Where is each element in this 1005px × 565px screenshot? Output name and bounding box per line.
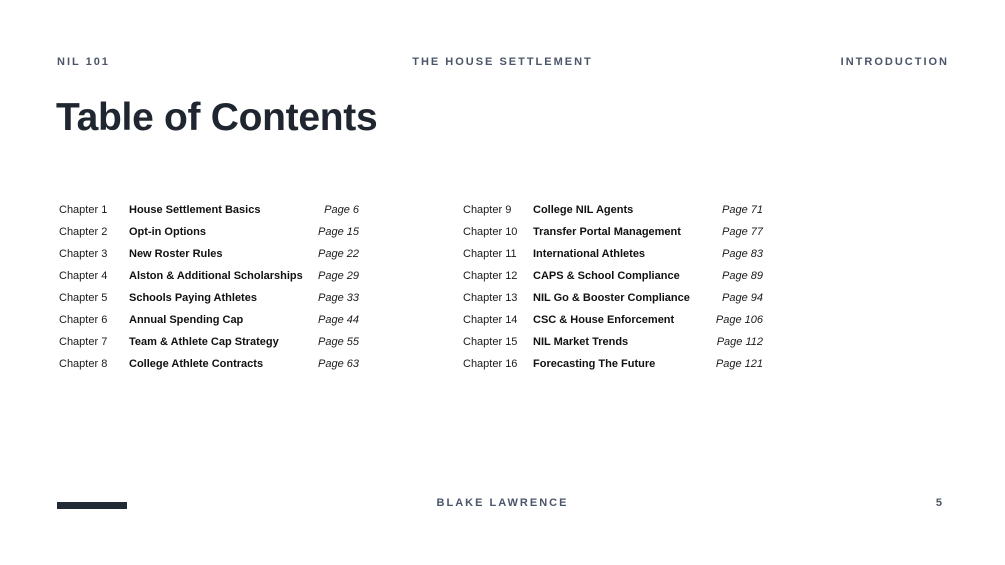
toc-page-number: Page 106	[715, 314, 763, 326]
toc-row	[59, 353, 359, 375]
toc-page-number: Page 29	[318, 270, 359, 282]
toc-chapter-title: CAPS & School Compliance	[533, 270, 680, 282]
toc-row	[463, 221, 763, 243]
toc-page-number: Page 89	[722, 270, 763, 282]
toc-chapter-number: Chapter 5	[59, 292, 108, 304]
header-book-title: NIL 101	[57, 56, 110, 68]
toc-chapter-title: Team & Athlete Cap Strategy	[129, 336, 279, 348]
toc-chapter-number: Chapter 13	[463, 292, 518, 304]
toc-chapter-title: International Athletes	[533, 248, 646, 260]
header-chapter-label: INTRODUCTION	[840, 56, 949, 68]
toc-chapter-title: NIL Market Trends	[533, 336, 629, 348]
toc-page-number: Page 33	[318, 292, 359, 304]
toc-page-number: Page 77	[722, 226, 763, 238]
toc-chapter-title: Transfer Portal Management	[533, 226, 681, 238]
toc-chapter-number: Chapter 15	[463, 336, 518, 348]
toc-chapter-number: Chapter 8	[59, 358, 108, 370]
toc-row	[59, 287, 359, 309]
footer-author: BLAKE LAWRENCE	[436, 497, 569, 509]
toc-page-number: Page 71	[722, 204, 763, 216]
toc-chapter-title: NIL Go & Booster Compliance	[533, 292, 690, 304]
toc-chapter-number: Chapter 11	[463, 248, 517, 260]
toc-chapter-title: CSC & House Enforcement	[533, 314, 675, 326]
toc-row	[59, 221, 359, 243]
toc-page-number: Page 44	[318, 314, 359, 326]
footer-page-number: 5	[935, 497, 942, 509]
toc-row	[463, 353, 763, 375]
toc-page-number: Page 22	[318, 248, 359, 260]
toc-page-number: Page 63	[318, 358, 359, 370]
toc-page-number: Page 112	[716, 336, 763, 348]
toc-chapter-number: Chapter 12	[463, 270, 518, 282]
toc-page-number: Page 6	[324, 204, 359, 216]
toc-chapter-number: Chapter 16	[463, 358, 518, 370]
toc-row	[59, 199, 359, 221]
toc-row	[59, 331, 359, 353]
toc-chapter-title: Forecasting The Future	[533, 358, 656, 370]
toc-chapter-title: New Roster Rules	[129, 248, 223, 260]
toc-chapter-number: Chapter 3	[59, 248, 108, 260]
toc-row	[59, 243, 359, 265]
toc-row	[463, 265, 763, 287]
toc-row	[463, 331, 763, 353]
toc-page-number: Page 83	[722, 248, 763, 260]
toc-chapter-number: Chapter 1	[59, 204, 108, 216]
toc-chapter-title: House Settlement Basics	[129, 204, 261, 216]
toc-chapter-title: Opt-in Options	[129, 226, 206, 238]
toc-chapter-title: Alston & Additional Scholarships	[129, 270, 303, 282]
header-section-title: THE HOUSE SETTLEMENT	[412, 56, 593, 68]
toc-chapter-number: Chapter 10	[463, 226, 518, 238]
toc-row	[463, 287, 763, 309]
toc-chapter-title: Annual Spending Cap	[129, 314, 244, 326]
toc-chapter-title: Schools Paying Athletes	[129, 292, 257, 304]
toc-page-number: Page 15	[318, 226, 359, 238]
toc-chapter-title: College Athlete Contracts	[129, 358, 264, 370]
toc-column-right	[463, 199, 763, 375]
toc-chapter-number: Chapter 4	[59, 270, 108, 282]
toc-row	[463, 309, 763, 331]
toc-chapter-title: College NIL Agents	[533, 204, 634, 216]
toc-chapter-number: Chapter 14	[463, 314, 518, 326]
toc-row	[463, 243, 763, 265]
page-title: Table of Contents	[56, 96, 378, 139]
toc-column-left	[59, 199, 359, 375]
toc-row	[59, 265, 359, 287]
toc-chapter-number: Chapter 9	[463, 204, 512, 216]
toc-row	[463, 199, 763, 221]
toc-page-number: Page 121	[715, 358, 763, 370]
toc-chapter-number: Chapter 6	[59, 314, 108, 326]
toc-chapter-number: Chapter 2	[59, 226, 108, 238]
toc-page-number: Page 55	[318, 336, 359, 348]
toc-row	[59, 309, 359, 331]
toc-page-number: Page 94	[722, 292, 763, 304]
toc-chapter-number: Chapter 7	[59, 336, 108, 348]
